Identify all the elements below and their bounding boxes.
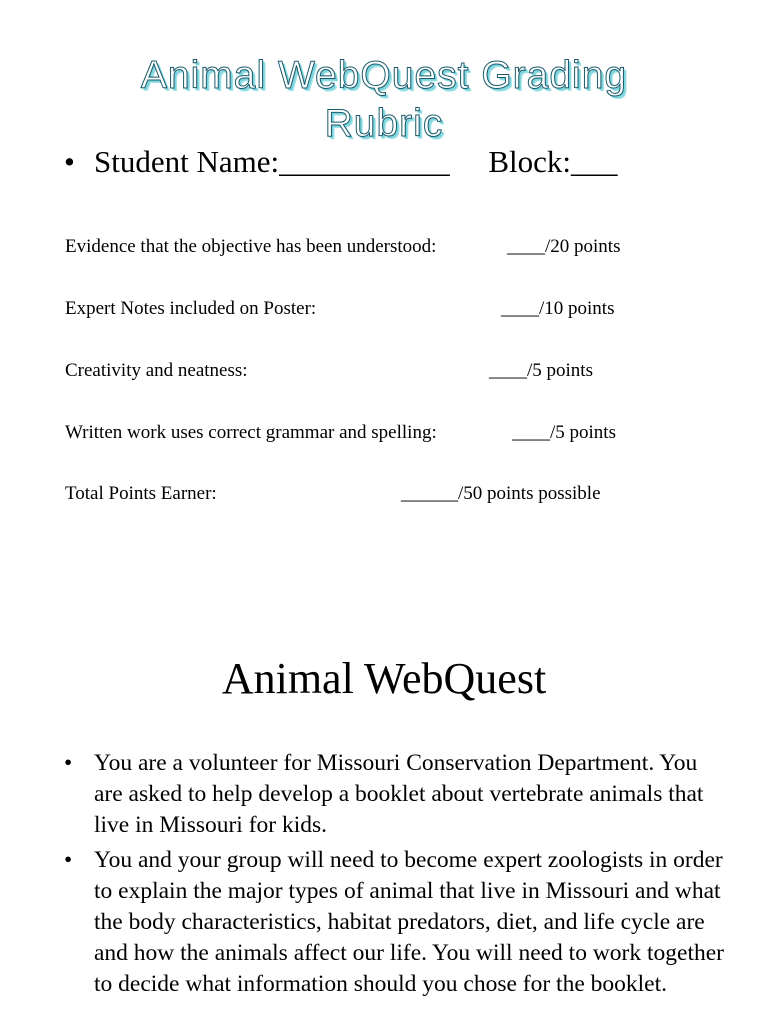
rubric-row-label: Expert Notes included on Poster:: [65, 298, 317, 319]
bullet-marker: •: [64, 144, 75, 179]
rubric-row-label: Total Points Earner:: [65, 483, 217, 504]
rubric-row-points: ____/5 points: [489, 360, 593, 381]
rubric-row-label: Evidence that the objective has been understood:: [65, 236, 437, 257]
list-item-text: You and your group will need to become expert zoologists in order to explain the major types of animal that live in Missouri and what the body characteristics, habitat predators, diet, and life cycle are and how the animals affect our life. You will need to work together to decide what information should you chose for the booklet.: [94, 847, 725, 997]
rubric-row-points: ____/5 points: [512, 422, 616, 443]
list-item: [64, 845, 724, 1000]
rubric-row-label: Written work uses correct grammar and spelling:: [65, 422, 437, 443]
webquest-title: Animal WebQuest: [221, 654, 547, 703]
list-item: [64, 748, 724, 841]
rubric-row-points: ____/20 points: [507, 236, 621, 257]
rubric-row-points: ______/50 points possible: [401, 483, 601, 504]
bullet-marker: •: [64, 847, 73, 873]
student-name-block-text: Student Name:___________ Block:___: [94, 144, 618, 179]
rubric-title-line-2: Rubric: [324, 102, 444, 145]
rubric-row-points: ____/10 points: [501, 298, 615, 319]
list-item-text: You are a volunteer for Missouri Conservation Department. You are asked to help develop a booklet about vertebrate animals that live in Missouri for kids.: [94, 750, 704, 838]
rubric-title-line-1: Animal WebQuest Grading: [140, 54, 628, 97]
student-name-block-line: [64, 142, 618, 182]
bullet-marker: •: [64, 750, 73, 776]
rubric-row-label: Creativity and neatness:: [65, 360, 248, 381]
rubric-title: [0, 52, 768, 148]
webquest-bullet-list: [64, 748, 724, 1004]
